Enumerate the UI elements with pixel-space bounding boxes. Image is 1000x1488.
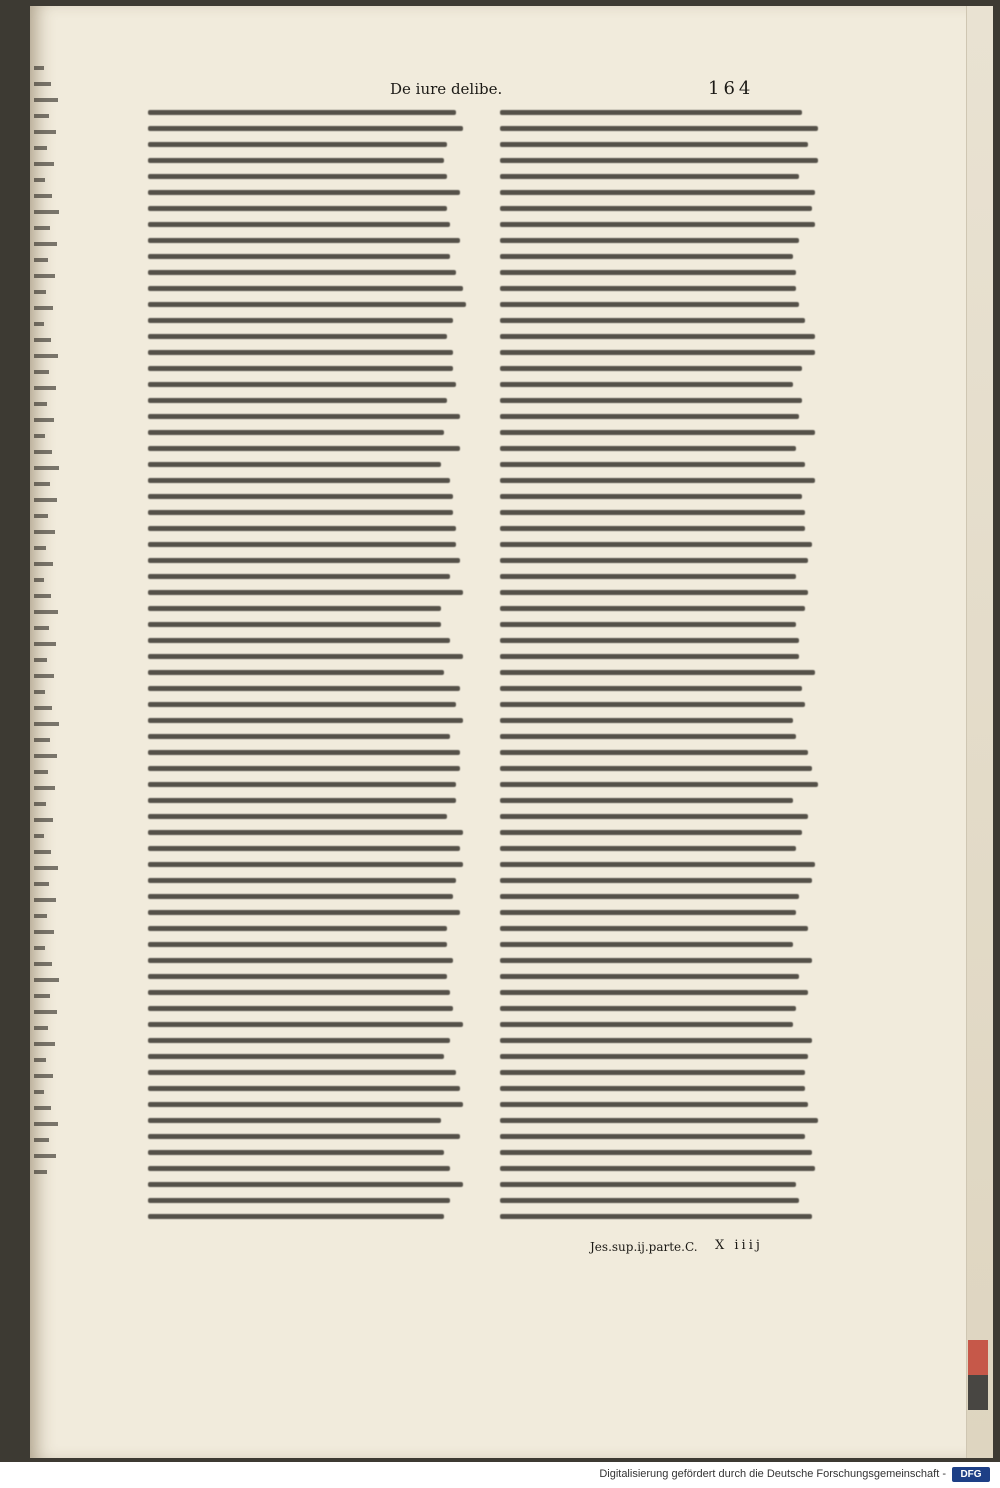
facing-page-line [34,1122,58,1126]
facing-page-line [34,802,46,806]
signature-catchword: Jes.sup.ij.parte.C. [590,1240,698,1254]
text-line [500,510,805,515]
text-line [500,238,799,243]
text-line [500,878,812,883]
facing-page-line [34,130,56,134]
text-line [148,654,463,659]
facing-page-line [34,82,51,86]
text-line [148,110,456,115]
facing-page-line [34,162,54,166]
facing-page-line [34,290,46,294]
facing-page-line [34,322,44,326]
funding-credit: Digitalisierung gefördert durch die Deutsche Forschungsgemeinschaft - [599,1468,946,1480]
signature-mark: X iiij [715,1238,763,1253]
facing-page-line [34,850,51,854]
facing-page-line [34,898,56,902]
facing-page-line [34,1058,46,1062]
text-line [148,158,444,163]
text-line [500,782,818,787]
text-line [500,734,796,739]
text-line [148,510,453,515]
footer-bar [0,1462,1000,1488]
facing-page-line [34,450,52,454]
text-line [500,286,796,291]
facing-page-line [34,66,44,70]
text-line [148,798,456,803]
dfg-logo: DFG [952,1467,990,1482]
text-line [148,254,450,259]
text-line [500,958,812,963]
facing-page-line [34,1074,53,1078]
text-line [500,894,799,899]
text-line [148,638,450,643]
text-line [148,734,450,739]
text-line [148,1214,444,1219]
text-line [148,1118,441,1123]
text-line [500,846,796,851]
facing-page-line [34,114,49,118]
text-line [148,318,453,323]
facing-page-line [34,386,56,390]
facing-page-line [34,178,45,182]
text-line [500,398,802,403]
text-line [148,910,460,915]
facing-page-line [34,1026,48,1030]
text-line [148,574,450,579]
facing-page-line [34,834,44,838]
text-line [500,462,805,467]
facing-page-line [34,642,56,646]
text-line [500,766,812,771]
facing-page-line [34,722,59,726]
facing-page-line [34,1042,55,1046]
text-line [148,990,450,995]
text-line [500,126,818,131]
text-line [500,606,805,611]
facing-page-line [34,274,55,278]
text-line [148,190,460,195]
text-line [148,142,447,147]
text-line [148,622,441,627]
text-line [500,654,799,659]
text-line [500,382,793,387]
text-line [148,494,453,499]
text-line [500,590,808,595]
facing-page-line [34,770,48,774]
text-line [148,526,456,531]
text-line [500,430,815,435]
text-line [148,414,460,419]
text-line [500,830,802,835]
facing-page-line [34,658,47,662]
text-line [148,766,460,771]
facing-page-line [34,1170,47,1174]
text-line [148,590,463,595]
text-line [500,1198,799,1203]
text-line [148,958,453,963]
text-line [148,1054,444,1059]
facing-page-edge [34,66,62,1266]
text-line [148,1070,456,1075]
text-line [500,334,815,339]
facing-page-line [34,818,53,822]
facing-page-line [34,258,48,262]
text-line [148,126,463,131]
text-line [500,1214,812,1219]
text-line [148,926,447,931]
text-line [500,414,799,419]
text-line [148,670,444,675]
text-line [500,798,793,803]
text-column-right [500,110,818,1230]
facing-page-line [34,1106,51,1110]
text-line [500,1150,812,1155]
facing-page-line [34,994,50,998]
facing-page-line [34,626,49,630]
text-line [148,1086,460,1091]
facing-page-line [34,914,47,918]
facing-page-line [34,594,51,598]
text-line [148,398,447,403]
text-line [148,1166,450,1171]
text-line [500,942,793,947]
text-line [148,542,456,547]
text-line [500,1022,793,1027]
text-line [500,222,815,227]
facing-page-line [34,738,50,742]
text-line [148,1182,463,1187]
facing-page-line [34,674,54,678]
text-line [148,302,466,307]
text-line [148,894,453,899]
text-line [148,462,441,467]
text-line [500,158,818,163]
text-line [500,350,815,355]
facing-page-line [34,610,58,614]
text-line [148,1006,453,1011]
text-line [148,846,460,851]
text-column-left [148,110,466,1230]
text-line [500,254,793,259]
text-line [148,814,447,819]
facing-page-line [34,978,59,982]
facing-page-line [34,962,52,966]
facing-page-line [34,402,47,406]
text-line [500,862,815,867]
text-line [500,1102,808,1107]
facing-page-line [34,690,45,694]
text-line [148,478,450,483]
text-line [500,574,796,579]
text-line [500,494,802,499]
text-line [500,1166,815,1171]
text-line [500,814,808,819]
text-line [500,1054,808,1059]
text-line [148,878,456,883]
text-line [500,558,808,563]
text-line [500,686,802,691]
text-line [148,606,441,611]
text-line [500,446,796,451]
text-line [148,430,444,435]
facing-page-line [34,194,52,198]
text-line [148,1134,460,1139]
text-line [148,206,447,211]
facing-page-line [34,578,44,582]
book-page [30,6,992,1458]
text-line [500,1070,805,1075]
text-line [148,1038,450,1043]
text-line [148,974,447,979]
text-line [148,1022,463,1027]
text-line [148,366,453,371]
text-line [148,686,460,691]
facing-page-line [34,306,53,310]
text-line [500,1118,818,1123]
text-line [500,670,815,675]
facing-page-line [34,530,55,534]
text-line [500,1086,805,1091]
text-line [500,542,812,547]
text-line [500,318,805,323]
facing-page-line [34,514,48,518]
text-line [148,862,463,867]
text-line [500,142,808,147]
text-line [148,350,453,355]
text-line [500,1182,796,1187]
text-line [500,1006,796,1011]
facing-page-line [34,418,54,422]
text-line [500,926,808,931]
text-line [148,334,447,339]
text-line [148,222,450,227]
facing-page-line [34,1154,56,1158]
page-edge-strip [966,6,993,1458]
text-line [148,718,463,723]
facing-page-line [34,338,51,342]
facing-page-line [34,354,58,358]
facing-page-line [34,930,54,934]
text-line [148,558,460,563]
text-line [148,1150,444,1155]
text-line [500,750,808,755]
facing-page-line [34,546,46,550]
facing-page-line [34,210,59,214]
facing-page-line [34,946,45,950]
facing-page-line [34,1138,49,1142]
facing-page-line [34,226,50,230]
text-line [500,174,799,179]
text-line [148,286,463,291]
text-line [148,702,456,707]
facing-page-line [34,1010,57,1014]
text-line [500,622,796,627]
facing-page-line [34,562,53,566]
text-line [148,238,460,243]
text-line [148,1102,463,1107]
text-line [148,446,460,451]
text-line [148,942,447,947]
facing-page-line [34,434,45,438]
text-line [148,750,460,755]
text-line [500,638,799,643]
text-line [500,190,815,195]
text-line [500,302,799,307]
folio-number: 164 [708,78,755,99]
text-line [500,974,799,979]
text-line [500,910,796,915]
text-line [500,110,802,115]
text-line [500,990,808,995]
text-line [500,270,796,275]
text-line [500,1134,805,1139]
text-line [500,478,815,483]
facing-page-line [34,1090,44,1094]
facing-page-line [34,706,52,710]
facing-page-line [34,786,55,790]
running-head: De iure delibe. [390,80,503,98]
text-line [500,206,812,211]
text-line [148,382,456,387]
facing-page-line [34,242,57,246]
facing-page-line [34,370,49,374]
color-scale-marker [968,1340,988,1410]
text-line [500,366,802,371]
facing-page-line [34,882,49,886]
facing-page-line [34,866,58,870]
text-line [148,1198,450,1203]
facing-page-line [34,498,57,502]
text-line [500,702,805,707]
facing-page-line [34,146,47,150]
text-line [148,782,456,787]
text-line [500,526,805,531]
text-line [148,174,447,179]
facing-page-line [34,466,59,470]
facing-page-line [34,98,58,102]
facing-page-line [34,754,57,758]
text-line [148,270,456,275]
text-line [500,1038,812,1043]
facing-page-line [34,482,50,486]
text-line [148,830,463,835]
text-line [500,718,793,723]
